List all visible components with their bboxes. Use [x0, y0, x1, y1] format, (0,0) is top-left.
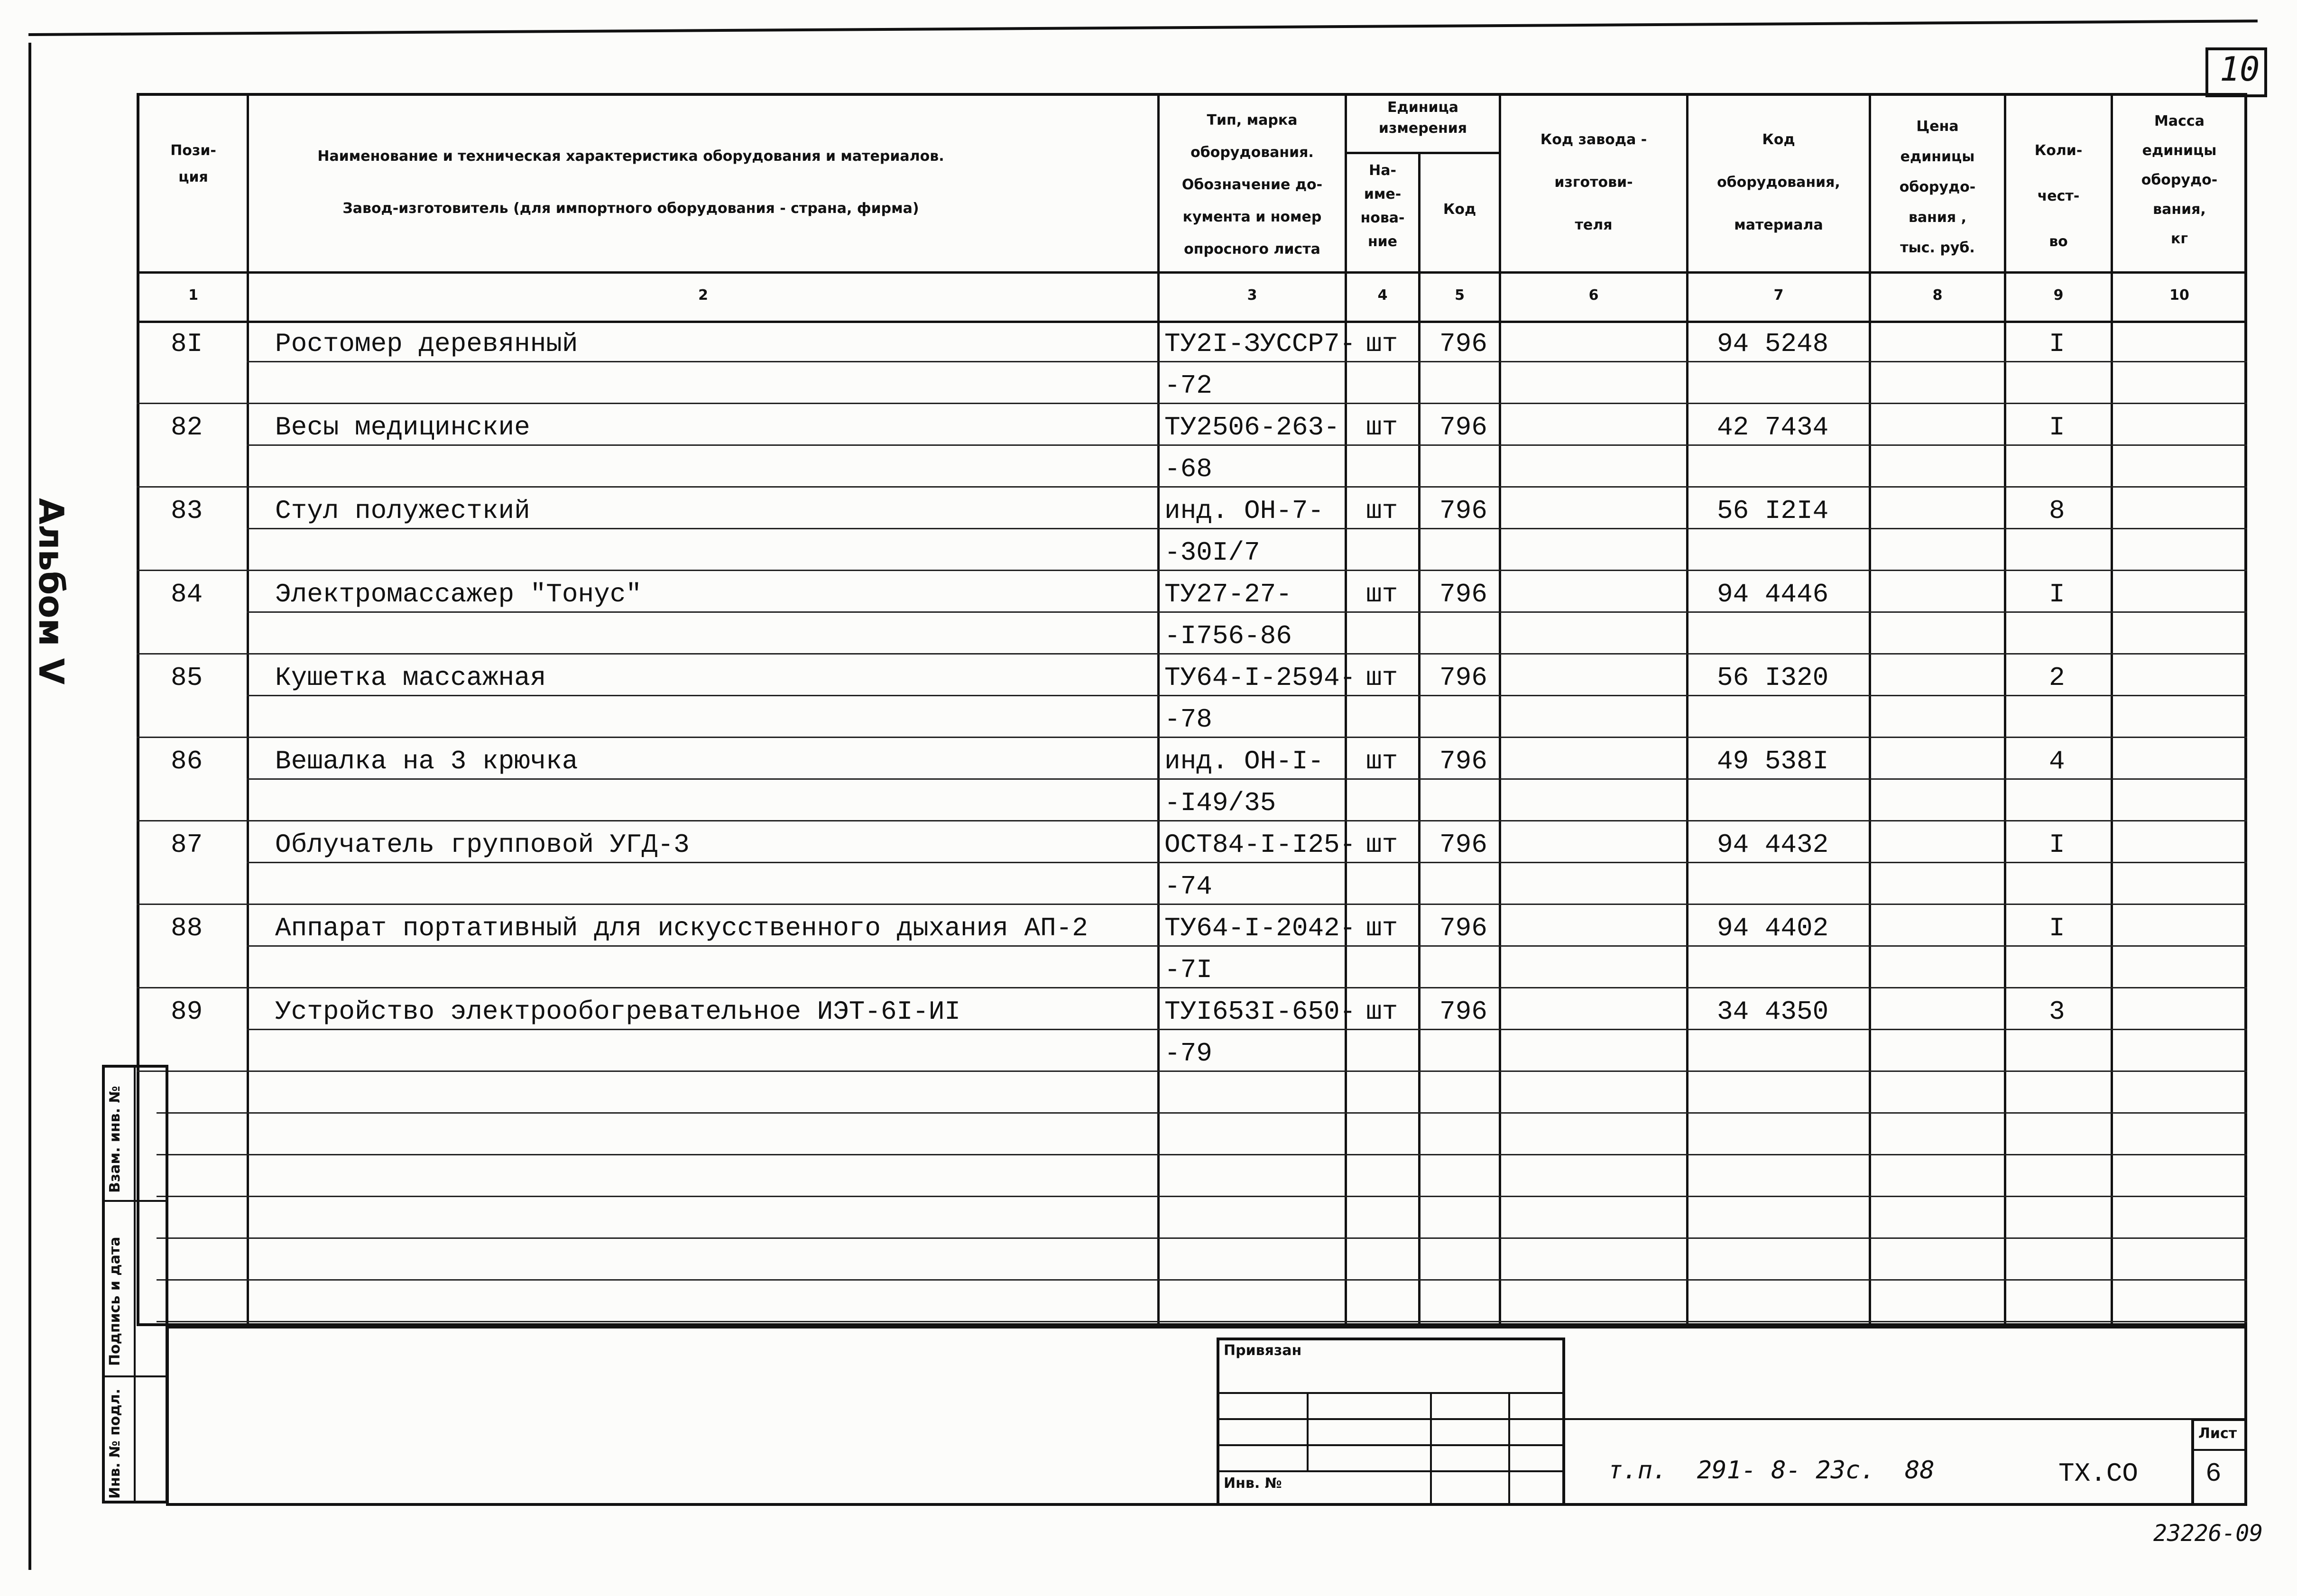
row-position: 89 [171, 996, 203, 1027]
row-line [137, 1070, 2247, 1072]
side-stamp-line-1 [102, 1200, 168, 1202]
row-doc-line2: -79 [1164, 1038, 1212, 1069]
stamp-col-1 [1307, 1392, 1309, 1470]
row-equipment-code: 56 I320 [1717, 663, 1829, 693]
row-doc-line1: ОСТ84-I-I25- [1164, 830, 1356, 860]
header-mass: Масса единицы оборудо- вания, кг [2141, 113, 2218, 247]
colnum-1: 1 [188, 287, 198, 304]
outer-top-border [28, 19, 2258, 36]
row-line [247, 444, 2247, 446]
archive-number: 23226-09 [2153, 1520, 2263, 1547]
row-line [137, 904, 2247, 905]
row-line [137, 820, 2247, 821]
row-unit-code: 796 [1439, 329, 1487, 359]
row-unit: шт [1366, 746, 1398, 776]
header-quantity: Коли- чест- во [2034, 142, 2083, 250]
row-doc-line2: -72 [1164, 370, 1212, 401]
row-line [247, 862, 2247, 863]
row-doc-line1: инд. ОН-I- [1164, 746, 1324, 776]
colnum-3: 3 [1247, 287, 1257, 304]
row-doc-line1: ТУ27-27- [1164, 579, 1292, 609]
row-unit-code: 796 [1439, 496, 1487, 526]
col-line-1 [247, 93, 249, 1326]
row-unit: шт [1366, 496, 1398, 526]
row-equipment-code: 94 4432 [1717, 830, 1829, 860]
row-equipment-code: 56 I2I4 [1717, 496, 1829, 526]
row-equipment-code: 42 7434 [1717, 412, 1829, 443]
row-line [247, 1029, 2247, 1030]
row-doc-line2: -I756-86 [1164, 621, 1292, 651]
row-name: Стул полужесткий [275, 496, 530, 526]
side-stamp-replace-label: Взам. инв. № [107, 1086, 123, 1193]
row-line [137, 653, 2247, 655]
privyazan-label: Привязан [1224, 1342, 1302, 1359]
document-mark: ТХ.СО [2058, 1458, 2139, 1489]
col-line-8 [2004, 93, 2006, 1326]
row-name: Вешалка на 3 крючка [275, 746, 578, 776]
row-position: 86 [171, 746, 203, 776]
row-quantity: I [2049, 412, 2065, 443]
stamp-line-4 [1217, 1470, 1565, 1472]
header-unit-code: Код [1443, 201, 1476, 218]
album-label: Альбом Ⅴ [31, 498, 71, 685]
row-doc-line2: -78 [1164, 704, 1212, 735]
sheet-number: 6 [2205, 1458, 2222, 1489]
colnum-9: 9 [2053, 287, 2064, 304]
row-quantity: I [2049, 579, 2065, 609]
col-line-3 [1345, 93, 1347, 1326]
col-line-9 [2111, 93, 2113, 1326]
unit-subheader-line [1345, 152, 1499, 154]
row-unit: шт [1366, 329, 1398, 359]
side-stamp-divider [134, 1065, 136, 1504]
header-unit-name: На- име- нова- ние [1360, 162, 1405, 250]
row-position: 84 [171, 579, 203, 609]
header-equipment-code: Код оборудования, материала [1717, 131, 1840, 233]
colnum-7: 7 [1773, 287, 1784, 304]
row-line [247, 945, 2247, 947]
inv-label: Инв. № [1224, 1475, 1282, 1492]
row-line [247, 695, 2247, 696]
stamp-col-2 [1430, 1392, 1432, 1506]
row-name: Аппарат портативный для искусственного дыхания АП-2 [275, 913, 1088, 943]
row-quantity: 4 [2049, 746, 2065, 776]
colnum-4: 4 [1377, 287, 1388, 304]
row-unit: шт [1366, 663, 1398, 693]
colnum-divider [137, 321, 2247, 323]
row-doc-line2: -68 [1164, 454, 1212, 484]
row-position: 87 [171, 830, 203, 860]
row-doc-line1: инд. ОН-7- [1164, 496, 1324, 526]
row-quantity: I [2049, 329, 2065, 359]
col-line-4 [1418, 152, 1421, 1326]
row-doc-line2: -30I/7 [1164, 537, 1260, 568]
stamp-col-3 [1508, 1392, 1510, 1506]
row-quantity: 2 [2049, 663, 2065, 693]
header-position: Пози- ция [170, 142, 216, 185]
row-name: Кушетка массажная [275, 663, 546, 693]
row-name: Облучатель групповой УГД-3 [275, 830, 690, 860]
row-equipment-code: 34 4350 [1717, 996, 1829, 1027]
header-plant-code: Код завода - изготови- теля [1540, 131, 1647, 233]
col-line-7 [1869, 93, 1871, 1326]
colnum-10: 10 [2169, 287, 2189, 304]
document-code: т.п. 291- 8- 23с. 88 [1608, 1456, 1935, 1485]
row-line [137, 987, 2247, 988]
row-line [247, 611, 2247, 613]
row-unit: шт [1366, 830, 1398, 860]
row-line [247, 528, 2247, 529]
row-line [137, 403, 2247, 404]
row-unit-code: 796 [1439, 996, 1487, 1027]
col-line-5 [1499, 93, 1501, 1326]
row-quantity: I [2049, 830, 2065, 860]
row-unit-code: 796 [1439, 830, 1487, 860]
side-stamp-inv-label: Инв. № подл. [107, 1388, 123, 1499]
row-quantity: 3 [2049, 996, 2065, 1027]
row-name: Ростомер деревянный [275, 329, 578, 359]
col-line-2 [1157, 93, 1160, 1326]
row-quantity: I [2049, 913, 2065, 943]
row-unit-code: 796 [1439, 412, 1487, 443]
header-divider [137, 271, 2247, 274]
row-name: Электромассажер "Тонус" [275, 579, 642, 609]
row-equipment-code: 94 5248 [1717, 329, 1829, 359]
row-position: 85 [171, 663, 203, 693]
row-unit: шт [1366, 996, 1398, 1027]
row-doc-line1: ТУ2506-263- [1164, 412, 1340, 443]
row-doc-line1: ТУ64-I-2042- [1164, 913, 1356, 943]
row-position: 83 [171, 496, 203, 526]
row-line [157, 1196, 2247, 1197]
row-doc-line2: -I49/35 [1164, 788, 1276, 818]
row-line [157, 1279, 2247, 1281]
row-doc-line2: -7I [1164, 955, 1212, 985]
row-line [137, 737, 2247, 738]
bottom-frame [166, 1326, 2247, 1506]
row-quantity: 8 [2049, 496, 2065, 526]
row-line [157, 1154, 2247, 1155]
row-line [157, 1321, 2247, 1322]
row-unit: шт [1366, 913, 1398, 943]
row-equipment-code: 94 4402 [1717, 913, 1829, 943]
row-position: 82 [171, 412, 203, 443]
row-doc-line1: ТУ64-I-2594- [1164, 663, 1356, 693]
col-line-6 [1686, 93, 1688, 1326]
header-type: Тип, марка оборудования. Обозначение до- кумента и номер опросного листа [1181, 112, 1323, 258]
row-line [137, 570, 2247, 571]
row-doc-line1: ТУ2I-ЗУССР7- [1164, 329, 1356, 359]
sheet-box-line [2191, 1449, 2247, 1451]
stamp-line-3 [1217, 1444, 1565, 1446]
page-number: 10 [2220, 50, 2260, 89]
row-equipment-code: 49 538I [1717, 746, 1829, 776]
row-line [157, 1112, 2247, 1114]
row-position: 8I [171, 329, 203, 359]
row-doc-line1: ТУI653I-650- [1164, 996, 1356, 1027]
outer-left-border [28, 43, 31, 1570]
row-position: 88 [171, 913, 203, 943]
row-equipment-code: 94 4446 [1717, 579, 1829, 609]
row-line [137, 486, 2247, 488]
row-unit-code: 796 [1439, 746, 1487, 776]
row-unit-code: 796 [1439, 663, 1487, 693]
title-block-line [1565, 1418, 2247, 1420]
side-stamp-line-2 [102, 1375, 168, 1377]
colnum-6: 6 [1588, 287, 1599, 304]
row-doc-line2: -74 [1164, 871, 1212, 902]
row-unit-code: 796 [1439, 579, 1487, 609]
row-unit-code: 796 [1439, 913, 1487, 943]
sheet-label: Лист [2198, 1425, 2237, 1442]
side-stamp-sign-label: Подпись и дата [107, 1236, 123, 1366]
row-line [247, 778, 2247, 780]
header-price: Цена единицы оборудо- вания , тыс. руб. [1899, 118, 1976, 256]
header-unit: Единица измерения [1378, 99, 1467, 137]
stamp-line-1 [1217, 1392, 1565, 1394]
row-line [157, 1237, 2247, 1239]
row-name: Весы медицинские [275, 412, 530, 443]
stamp-line-2 [1217, 1418, 1565, 1420]
colnum-2: 2 [698, 287, 708, 304]
row-unit: шт [1366, 579, 1398, 609]
row-name: Устройство электрообогревательное ИЭТ-6I-ИI [275, 996, 961, 1027]
row-line [247, 361, 2247, 362]
row-unit: шт [1366, 412, 1398, 443]
colnum-5: 5 [1455, 287, 1465, 304]
header-name: Наименование и техническая характеристика оборудования и материалов. Завод-изготовитель (для импортного оборудования - страна, фирма) [317, 148, 944, 217]
colnum-8: 8 [1932, 287, 1943, 304]
